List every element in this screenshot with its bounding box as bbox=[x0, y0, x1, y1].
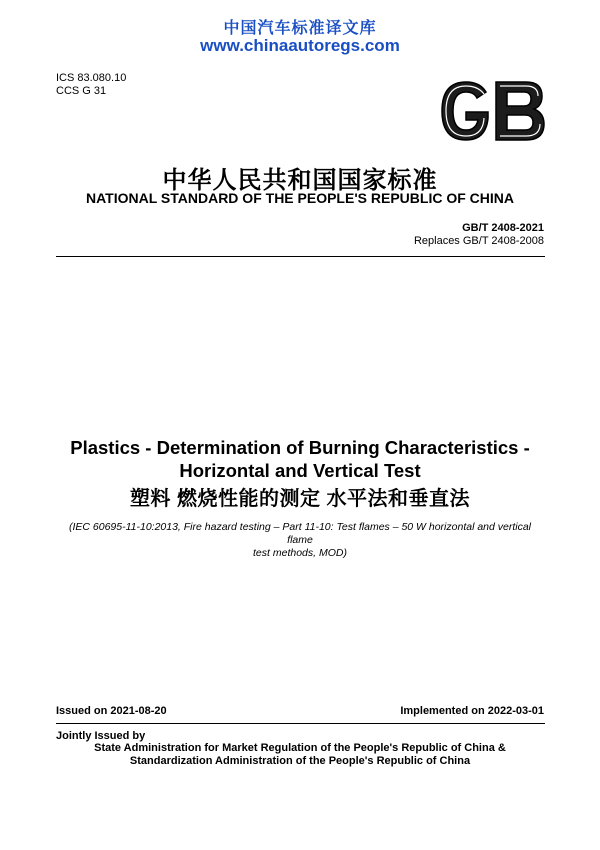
document-title-english bbox=[0, 436, 600, 482]
footer-divider bbox=[56, 723, 545, 724]
standard-type-chinese: 中华人民共和国国家标准 bbox=[162, 167, 438, 194]
issuer-names bbox=[0, 742, 600, 768]
header-divider bbox=[56, 256, 545, 257]
standard-number-block bbox=[414, 222, 544, 248]
document-title-line-2: Horizontal and Vertical Test bbox=[179, 460, 421, 481]
issuer-line-1: State Administration for Market Regulation of the People's Republic of China & bbox=[94, 742, 506, 754]
ccs-code: CCS G 31 bbox=[56, 85, 107, 97]
watermark-site-name: 中国汽车标准译文库 bbox=[223, 20, 377, 37]
iec-reference-line-2: test methods, MOD) bbox=[253, 547, 347, 559]
document-title-chinese: 塑料 燃烧性能的测定 水平法和垂直法 bbox=[129, 488, 471, 510]
implementation-date: Implemented on 2022-03-01 bbox=[400, 705, 544, 717]
standard-number: GB/T 2408-2021 bbox=[462, 222, 544, 234]
standard-type-english: NATIONAL STANDARD OF THE PEOPLE'S REPUBLIC OF CHINA bbox=[85, 190, 514, 206]
iec-reference-line-1: (IEC 60695-11-10:2013, Fire hazard testing – Part 11-10: Test flames – 50 W horizontal and vertical flame bbox=[68, 521, 532, 546]
issuer-label: Jointly Issued by bbox=[56, 730, 146, 742]
issue-date: Issued on 2021-08-20 bbox=[56, 705, 167, 717]
classification-codes bbox=[56, 72, 126, 98]
replaces-note: Replaces GB/T 2408-2008 bbox=[413, 235, 544, 247]
issuer-line-2: Standardization Administration of the People's Republic of China bbox=[129, 755, 471, 767]
ics-code: ICS 83.080.10 bbox=[56, 72, 127, 84]
gb-logo bbox=[436, 78, 548, 144]
document-title-line-1: Plastics - Determination of Burning Characteristics - bbox=[70, 437, 530, 458]
iec-reference bbox=[60, 521, 540, 560]
watermark-site-url[interactable]: www.chinaautoregs.com bbox=[200, 36, 400, 55]
